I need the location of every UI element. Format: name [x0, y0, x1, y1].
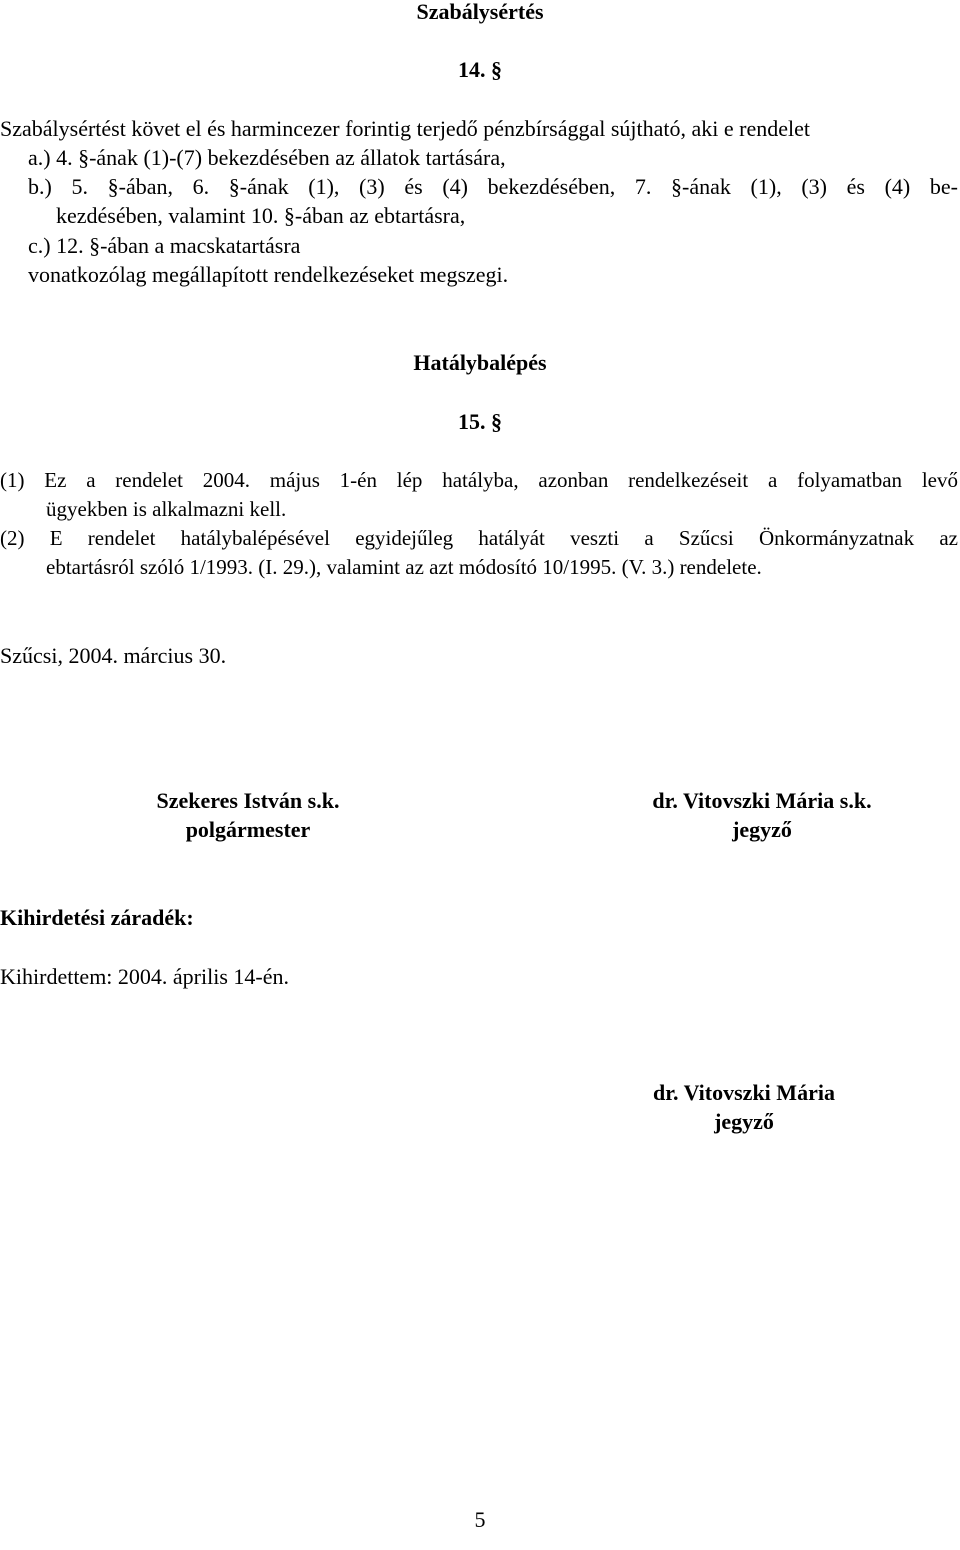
paragraph-2-line-1: (2) E rendelet hatálybalépésével egyidejűleg hatályát veszti a Szűcsi Önkormányzatnak az — [0, 526, 958, 550]
list-item-continuation: kezdésében, valamint 10. §-ában az ebtartásra, — [56, 203, 466, 228]
section-heading-szabalysertes: Szabálysértés — [416, 0, 544, 24]
page-number: 5 — [474, 1507, 486, 1532]
list-item: b.) 5. §-ában, 6. §-ának (1), (3) és (4) bekezdésében, 7. §-ának (1), (3) és (4) be- — [28, 174, 958, 199]
intro-text: Szabálysértést követ el és harmincezer forintig terjedő pénzbírsággal sújtható, aki e rendelet — [0, 116, 811, 141]
place-date: Szűcsi, 2004. március 30. — [0, 643, 227, 668]
list-item: a.) 4. §-ának (1)-(7) bekezdésében az állatok tartására, — [28, 145, 506, 170]
promulgation-heading: Kihirdetési záradék: — [0, 905, 194, 930]
signature-right-title: jegyző — [732, 817, 792, 842]
signature-left-title: polgármester — [185, 817, 311, 842]
paragraph-2-line-2: ebtartásról szóló 1/1993. (I. 29.), valamint az azt módosító 10/1995. (V. 3.) rendelete. — [46, 555, 762, 579]
signature-right-name: dr. Vitovszki Mária s.k. — [652, 788, 872, 813]
closing-text: vonatkozólag megállapított rendelkezéseket megszegi. — [28, 262, 509, 287]
paragraph-number-14: 14. § — [458, 57, 502, 82]
promulgation-signer-name: dr. Vitovszki Mária — [653, 1080, 835, 1105]
paragraph-1-line-1: (1) Ez a rendelet 2004. május 1-én lép hatályba, azonban rendelkezéseit a folyamatban levő — [0, 468, 958, 492]
signature-left-name: Szekeres István s.k. — [156, 788, 340, 813]
paragraph-1-line-2: ügyekben is alkalmazni kell. — [46, 497, 287, 521]
paragraph-number-15: 15. § — [458, 409, 502, 434]
list-item: c.) 12. §-ában a macskatartásra — [28, 233, 301, 258]
promulgation-signer-title: jegyző — [714, 1109, 774, 1134]
section-heading-hatalybalepes: Hatálybalépés — [413, 350, 547, 375]
promulgation-text: Kihirdettem: 2004. április 14-én. — [0, 964, 289, 989]
